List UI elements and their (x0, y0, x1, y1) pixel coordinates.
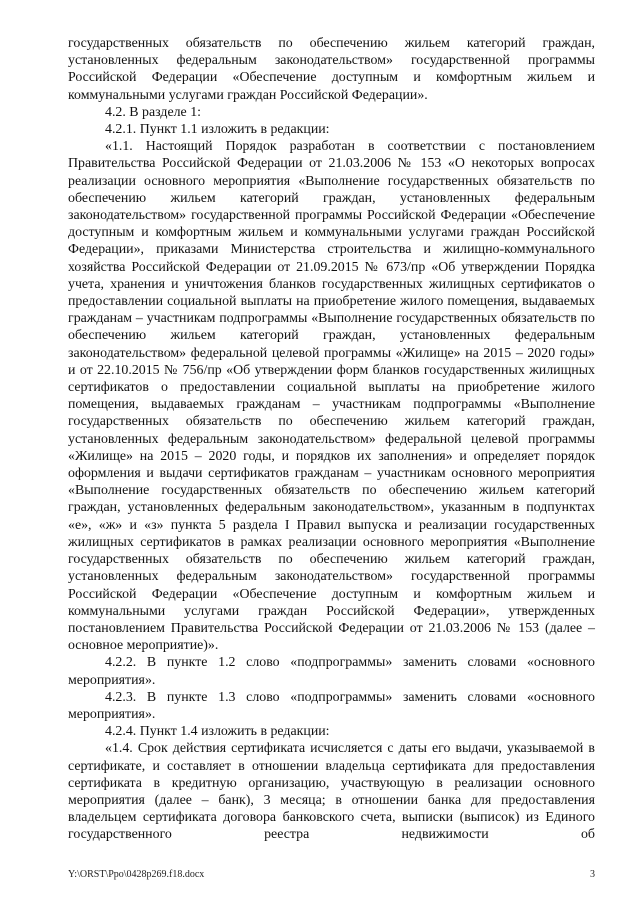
page-number: 3 (590, 869, 595, 880)
paragraph-section-4-2: 4.2. В разделе 1: (105, 104, 201, 120)
paragraph-1-4-quote: «1.4. Срок действия сертификата исчисляется с даты его выдачи, указываемой в сертификате, и составляет в отношении владельца сертификата для предоставления сертификата в кредитную организацию, участвующую в реализации основного мероприятия (далее – банк), 3 месяца; в отношении банка для предоставления владельцем сертификата договора банковского счета, выписки (выписок) из Единого государственного реестра недвижимости об (68, 741, 595, 843)
paragraph-continuation: государственных обязательств по обеспечению жильем категорий граждан, установленных федеральным законодательством» государственной программы Российской Федерации «Обеспечение доступным и комфортным жильем и коммунальными услугами граждан Российской Федерации». (68, 36, 595, 103)
file-path: Y:\ORST\Ppo\0428p269.f18.docx (68, 869, 205, 880)
paragraph-4-2-1: 4.2.1. Пункт 1.1 изложить в редакции: (105, 122, 330, 138)
paragraph-4-2-4: 4.2.4. Пункт 1.4 изложить в редакции: (105, 724, 330, 740)
paragraph-4-2-2: 4.2.2. В пункте 1.2 слово «подпрограммы» заменить словами «основного мероприятия». (68, 655, 595, 688)
paragraph-1-1-quote: «1.1. Настоящий Порядок разработан в соответствии с постановлением Правительства Российской Федерации от 21.03.2006 № 153 «О некоторых вопросах реализации основного мероприятия «Выполнение государственных обязательств по обеспечению жильем категорий граждан, установленных федеральным законодательством» государственной программы Российской Федерации «Обеспечение доступным и комфортным жильем и коммунальными услугами граждан Российской Федерации», приказами Министерства строительства и жилищно-коммунального хозяйства Российской Федерации от 21.09.2015 № 673/пр «Об утверждении Порядка учета, хранения и уничтожения бланков государственных жилищных сертификатов о предоставлении социальной выплаты на приобретение жилого помещения, выдаваемых гражданам – участникам подпрограммы «Выполнение государственных обязательств по обеспечению жильем категорий граждан, установленных федеральным законодательством» федеральной целевой программы «Жилище» на 2015 – 2020 годы» и от 22.10.2015 № 756/пр «Об утверждении форм бланков государственных жилищных сертификатов о предоставлении социальной выплаты на приобретение жилого помещения, выдаваемых гражданам – участникам подпрограммы «Выполнение государственных обязательств по обеспечению жильем категорий граждан, установленных федеральным законодательством» федеральной целевой программы «Жилище» на 2015 – 2020 годы, и порядков их заполнения» и определяет порядок оформления и выдачи сертификатов гражданам – участникам основного мероприятия «Выполнение государственных обязательств по обеспечению жильем категорий граждан, установленных федеральным законодательством», указанным в подпунктах «е», «ж» и «з» пункта 5 раздела I Правил выпуска и реализации государственных жилищных сертификатов в рамках реализации основного мероприятия «Выполнение государственных обязательств по обеспечению жильем категорий граждан, установленных федеральным законодательством» государственной программы Российской Федерации «Обеспечение доступным и комфортным жильем и коммунальными услугами граждан Российской Федерации», утвержденных постановлением Правительства Российской Федерации от 21.03.2006 № 153 (далее – основное мероприятие)». (68, 139, 595, 654)
paragraph-4-2-3: 4.2.3. В пункте 1.3 слово «подпрограммы» заменить словами «основного мероприятия». (68, 689, 595, 722)
document-page (68, 35, 595, 844)
